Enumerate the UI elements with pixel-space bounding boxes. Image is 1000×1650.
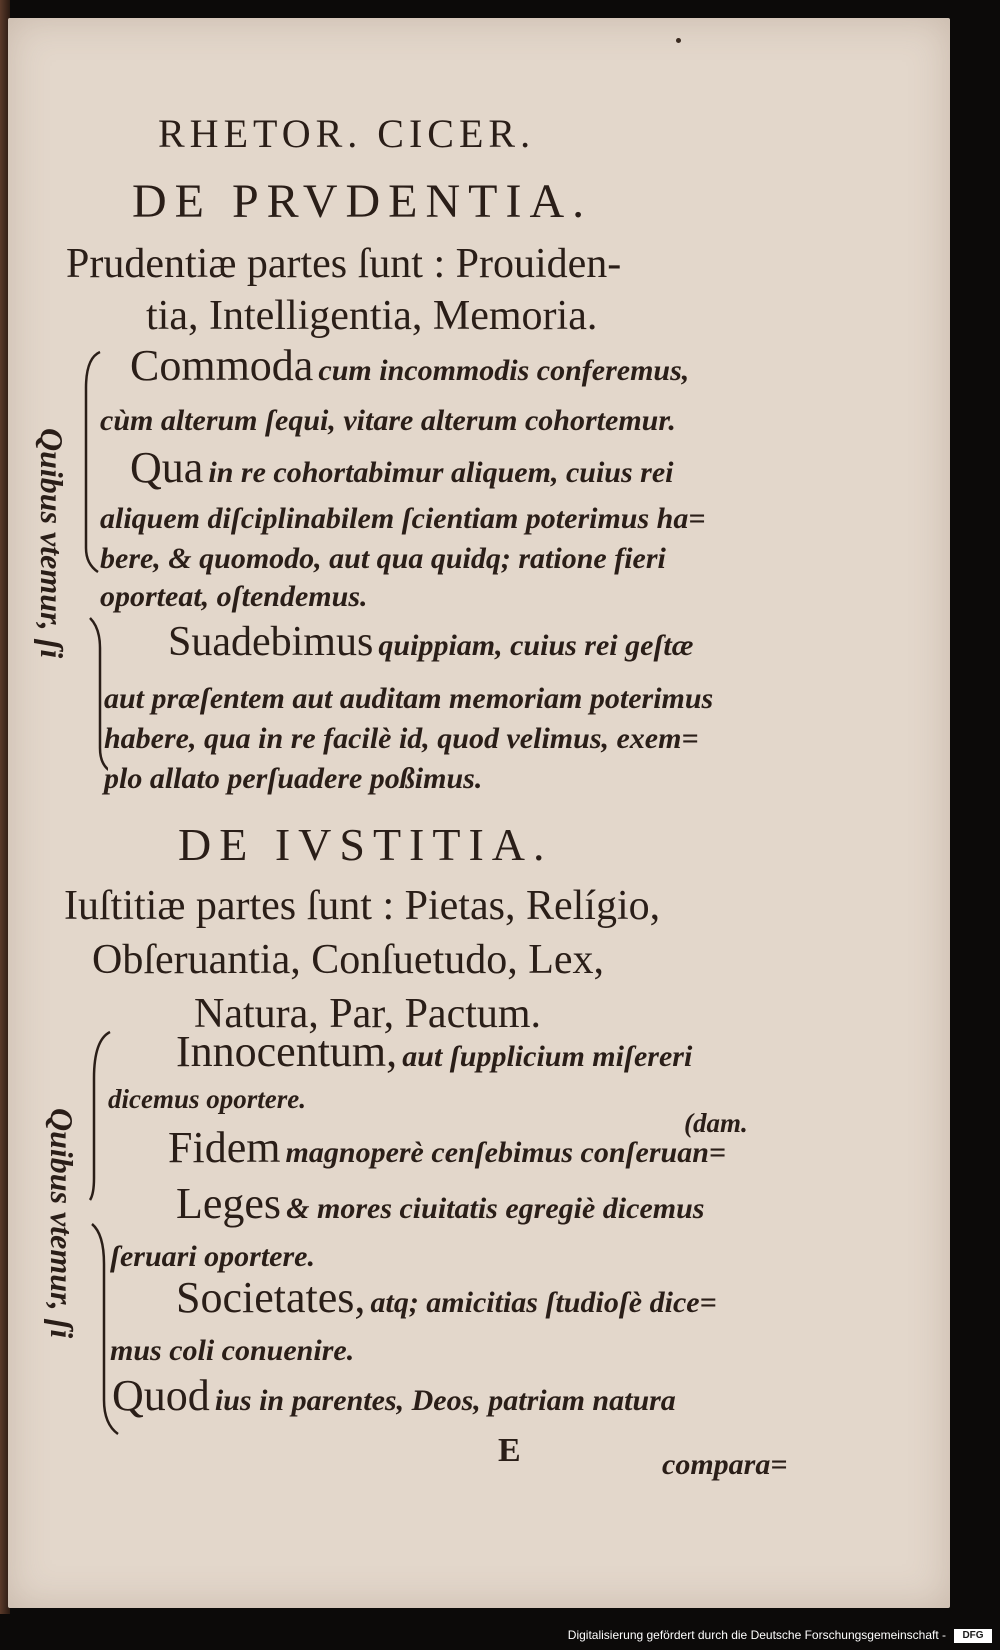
iustitia-line-2: dicemus oportere. xyxy=(108,1084,306,1114)
iustitia-line-3-text: magnoperè cenſebimus conſeruan= xyxy=(285,1136,726,1169)
iustitia-line-8-text: ius in parentes, Deos, patriam natura xyxy=(214,1384,676,1417)
iustitia-line-1 xyxy=(176,1026,692,1077)
catchword: compara= xyxy=(662,1448,788,1481)
prudentia-line-7-text: quippiam, cuius rei geſtæ xyxy=(378,629,694,662)
iustitia-line-1-initial: Innocentum, xyxy=(176,1027,398,1076)
iustitia-intro-line-2: Obſeruantia, Conſuetudo, Lex, xyxy=(92,937,605,983)
prudentia-line-1 xyxy=(130,340,689,391)
iustitia-line-2-end: (dam. xyxy=(684,1108,748,1138)
prudentia-line-4: aliquem diſciplinabilem ſcientiam poterimus ha= xyxy=(100,502,706,535)
iustitia-line-6-text: atq; amicitias ſtudioſè dice= xyxy=(370,1286,717,1319)
iustitia-line-5: ſeruari oportere. xyxy=(110,1240,315,1273)
iustitia-line-4-initial: Leges xyxy=(176,1179,282,1228)
iustitia-line-3 xyxy=(168,1122,726,1173)
running-title: RHETOR. CICER. xyxy=(158,111,536,156)
iustitia-line-4 xyxy=(176,1178,704,1229)
signature-mark: E xyxy=(498,1432,521,1469)
iustitia-line-6-initial: Societates, xyxy=(176,1273,366,1322)
funding-credit: Digitalisierung gefördert durch die Deutsche Forschungsgemeinschaft - xyxy=(567,1628,946,1642)
marginal-note-iustitia: Quibus vtemur, ſi xyxy=(44,1108,80,1339)
iustitia-line-7: mus coli conuenire. xyxy=(110,1334,355,1367)
ink-speck xyxy=(676,38,681,43)
prudentia-line-7 xyxy=(168,618,693,666)
prudentia-line-3 xyxy=(130,442,673,493)
iustitia-intro-line-1: Iuſtitiæ partes ſunt : Pietas, Relígio, xyxy=(64,883,661,929)
prudentia-intro-line-2: tia, Intelligentia, Memoria. xyxy=(146,293,598,339)
prudentia-line-7-initial: Suadebimus xyxy=(168,619,374,665)
iustitia-line-6 xyxy=(176,1272,717,1323)
prudentia-line-1-initial: Commoda xyxy=(130,341,314,390)
prudentia-line-3-text: in re cohortabimur aliquem, cuius rei xyxy=(208,456,674,489)
prudentia-line-9: habere, qua in re facilè id, quod velimus, exem= xyxy=(104,722,699,755)
prudentia-line-10: plo allato perſuadere poßimus. xyxy=(104,762,483,795)
iustitia-line-3-initial: Fidem xyxy=(168,1123,281,1172)
iustitia-line-1-text: aut ſupplicium miſereri xyxy=(402,1040,693,1073)
prudentia-intro-line-1: Prudentiæ partes ſunt : Prouiden- xyxy=(66,241,622,287)
prudentia-line-6: oporteat, oſtendemus. xyxy=(100,580,368,613)
book-page xyxy=(8,18,950,1608)
iustitia-line-4-text: & mores ciuitatis egregiè dicemus xyxy=(286,1192,705,1225)
section-heading-iustitia: DE IVSTITIA. xyxy=(178,819,553,870)
prudentia-line-2: cùm alterum ſequi, vitare alterum cohortemur. xyxy=(100,404,676,437)
iustitia-intro-line-3: Natura, Par, Pactum. xyxy=(194,991,542,1037)
viewer-footer-bar xyxy=(0,1614,1000,1650)
section-heading-prudentia: DE PRVDENTIA. xyxy=(132,175,593,228)
marginal-note-prudentia: Quibus vtemur, ſi xyxy=(34,428,70,659)
prudentia-line-3-initial: Qua xyxy=(130,443,204,492)
prudentia-line-1-text: cum incommodis conferemus, xyxy=(318,354,690,387)
iustitia-line-8 xyxy=(112,1370,676,1421)
prudentia-line-5: bere, & quomodo, aut qua quidq; ratione fieri xyxy=(100,542,666,575)
iustitia-line-8-initial: Quod xyxy=(112,1371,210,1420)
prudentia-line-8: aut præſentem aut auditam memoriam poterimus xyxy=(104,682,714,715)
dfg-logo: DFG xyxy=(954,1629,992,1643)
